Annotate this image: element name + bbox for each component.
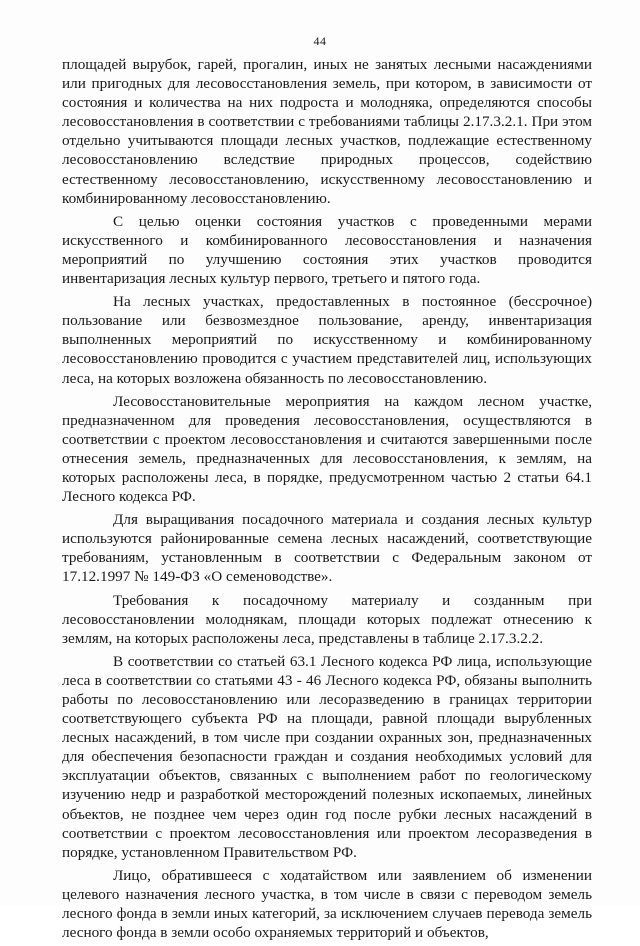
paragraph: Требования к посадочному материалу и созданным при лесовосстановлении молоднякам, площади которых подлежат отнесению к землям, на которых расположены леса, представлены в таблице 2.17.3.2.2.: [62, 591, 592, 647]
paragraph: Для выращивания посадочного материала и создания лесных культур используются районированные семена лесных насаждений, соответствующие требованиям, установленным в соответствии с Федеральным законом от 17.12.1997 № 149-ФЗ «О семеноводстве».: [62, 511, 592, 586]
paragraph: В соответствии со статьей 63.1 Лесного кодекса РФ лица, использующие леса в соответствии со статьями 43 - 46 Лесного кодекса РФ, обязаны выполнить работы по лесовосстановлению или лесоразведению в границах территории соответствующего субъекта РФ на площади, равной площади вырубленных лесных насаждений, в том числе при создании охранных зон, предназначенных для обеспечения безопасности граждан и создания необходимых условий для эксплуатации объектов, связанных с выполнением работ по геологическому изучению недр и разработкой месторождений полезных ископаемых, линейных объектов, не позднее чем через один год после рубки лесных насаждений в соответствии с проектом лесовосстановления или проектом лесоразведения в порядке, установленном Правительством РФ.: [62, 652, 592, 861]
paragraph: Лицо, обратившееся с ходатайством или заявлением об изменении целевого назначения лесного участка, в том числе в связи с переводом земель лесного фонда в земли иных категорий, за исключением случаев перевода земель лесного фонда в земли особо охраняемых территорий и объектов,: [62, 866, 592, 942]
paragraph: С целью оценки состояния участков с проведенными мерами искусственного и комбинированного лесовосстановления и назначения мероприятий по улучшению состояния этих участков проводится инвентаризация лесных культур первого, третьего и пятого года.: [62, 212, 592, 288]
paragraph: На лесных участках, предоставленных в постоянное (бессрочное) пользование или безвозмездное пользование, аренду, инвентаризация выполненных мероприятий по искусственному и комбинированному лесовосстановлению проводится с участием представителей лиц, использующих леса, на которых возложена обязанность по лесовосстановлению.: [62, 293, 592, 387]
page-number: 44: [313, 34, 327, 48]
body-text: [62, 55, 592, 946]
paragraph: Лесовосстановительные мероприятия на каждом лесном участке, предназначенном для проведения лесовосстановления, осуществляются в соответствии с проектом лесовосстановления и считаются завершенными после отнесения земель, предназначенных для лесовосстановления, к землям, на которых расположены леса, в порядке, предусмотренном частью 2 статьи 64.1 Лесного кодекса РФ.: [62, 392, 592, 506]
paragraph: площадей вырубок, гарей, прогалин, иных не занятых лесными насаждениями или пригодных для лесовосстановления земель, при котором, в зависимости от состояния и количества на них подроста и молодняка, определяются способы лесовосстановления в соответствии с требованиями таблицы 2.17.3.2.1. При этом отдельно учитываются площади лесных участков, подлежащие естественному лесовосстановлению вследствие природных процессов, содействию естественному лесовосстановлению, искусственному лесовосстановлению и комбинированному лесовосстановлению.: [62, 56, 592, 207]
